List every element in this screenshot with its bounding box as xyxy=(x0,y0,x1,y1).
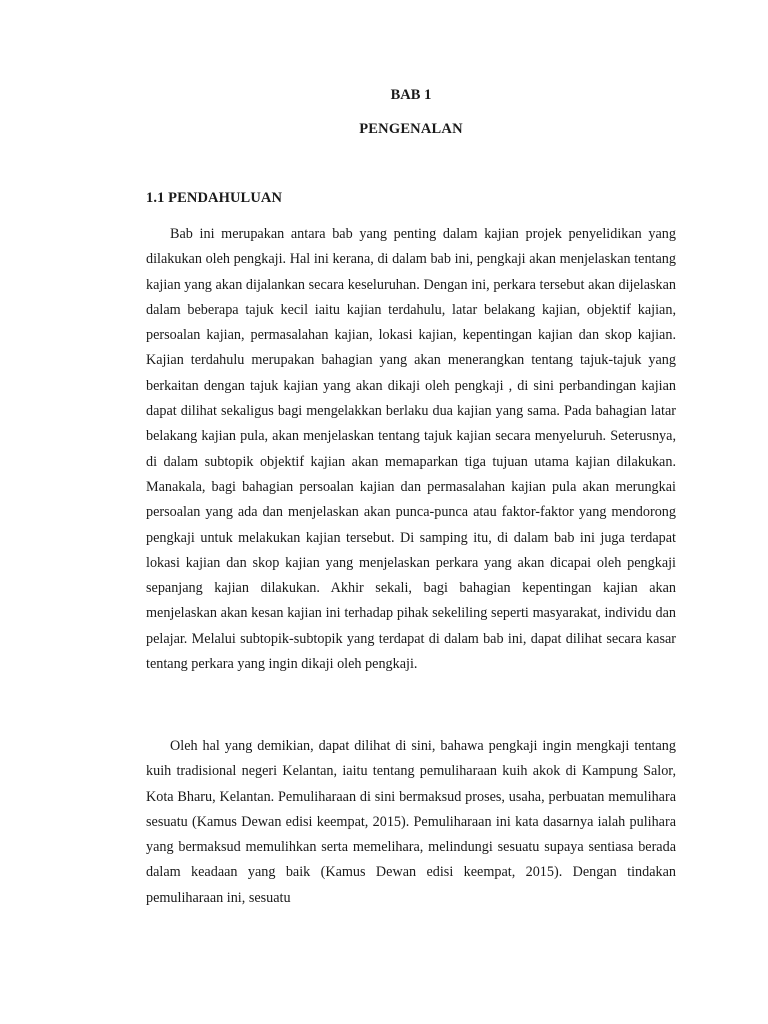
body-paragraph-1: Bab ini merupakan antara bab yang penting dalam kajian projek penyelidikan yang dilakukan oleh pengkaji. Hal ini kerana, di dalam bab ini, pengkaji akan menjelaskan tentang kajian yang akan dijalankan secara keseluruhan. Dengan ini, perkara tersebut akan dijelaskan dalam beberapa tajuk kecil iaitu kajian terdahulu, latar belakang kajian, objektif kajian, persoalan kajian, permasalahan kajian, lokasi kajian, kepentingan kajian dan skop kajian. Kajian terdahulu merupakan bahagian yang akan menerangkan tentang tajuk-tajuk yang berkaitan dengan tajuk kajian yang akan dikaji oleh pengkaji , di sini perbandingan kajian dapat dilihat sekaligus bagi mengelakkan berlaku dua kajian yang sama. Pada bahagian latar belakang kajian pula, akan menjelaskan tentang tajuk kajian secara menyeluruh. Seterusnya, di dalam subtopik objektif kajian akan memaparkan tiga tujuan utama kajian dilakukan. Manakala, bagi bahagian persoalan kajian dan permasalahan kajian pula akan merungkai persoalan yang ada dan menjelaskan akan punca-punca atau faktor-faktor yang mendorong pengkaji untuk melakukan kajian tersebut. Di samping itu, di dalam bab ini juga terdapat lokasi kajian dan skop kajian yang menjelaskan perkara yang akan dicapai oleh pengkaji sepanjang kajian dilakukan. Akhir sekali, bagi bahagian kepentingan kajian akan menjelaskan akan kesan kajian ini terhadap pihak sekeliling seperti masyarakat, individu dan pelajar. Melalui subtopik-subtopik yang terdapat di dalam bab ini, dapat dilihat secara kasar tentang perkara yang ingin dikaji oleh pengkaji. xyxy=(146,226,676,673)
chapter-title: PENGENALAN xyxy=(359,121,463,137)
section-heading: 1.1 PENDAHULUAN xyxy=(146,190,283,206)
body-paragraph-2: Oleh hal yang demikian, dapat dilihat di sini, bahawa pengkaji ingin mengkaji tentang kuih tradisional negeri Kelantan, iaitu tentang pemuliharaan kuih akok di Kampung Salor, Kota Bharu, Kelantan. Pemuliharaan di sini bermaksud proses, usaha, perbuatan memulihara sesuatu (Kamus Dewan edisi keempat, 2015). Pemuliharaan ini kata dasarnya ialah pulihara yang bermaksud memulihkan serta memelihara, melindungi sesuatu supaya sentiasa berada dalam keadaan yang baik (Kamus Dewan edisi keempat, 2015). Dengan tindakan pemuliharaan ini, sesuatu xyxy=(146,738,676,906)
chapter-number: BAB 1 xyxy=(390,87,432,103)
